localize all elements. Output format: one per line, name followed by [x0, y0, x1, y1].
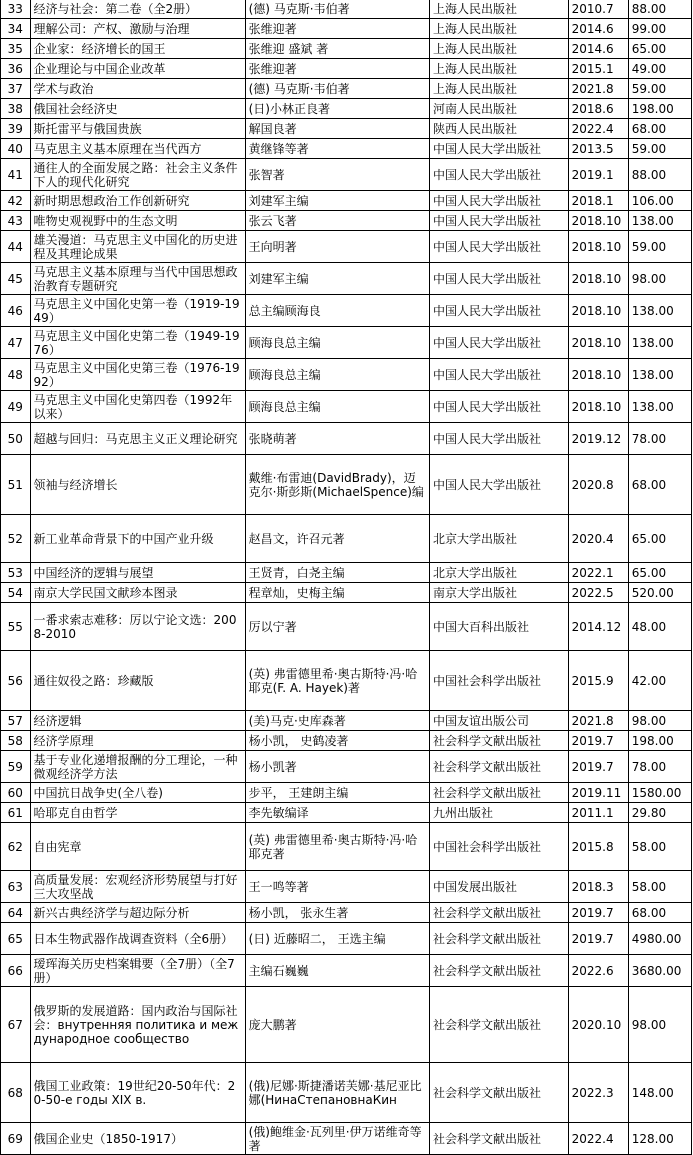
table-row [1, 455, 692, 515]
row-number: 42 [1, 191, 31, 211]
book-price: 58.00 [628, 871, 691, 903]
row-number: 50 [1, 423, 31, 455]
table-row [1, 231, 692, 263]
book-author: 张维迎 盛斌 著 [245, 39, 429, 59]
row-number: 62 [1, 823, 31, 871]
book-title: 俄国工业政策：19世纪20-50年代：20-50-е годы XIX в. [30, 1063, 245, 1123]
table-row [1, 79, 692, 99]
book-publisher: 社会科学文献出版社 [430, 1123, 569, 1155]
publish-date: 2014.6 [568, 39, 628, 59]
table-row [1, 955, 692, 987]
table-row [1, 359, 692, 391]
book-publisher: 北京大学出版社 [430, 563, 569, 583]
publish-date: 2021.8 [568, 711, 628, 731]
book-title: 中国经济的逻辑与展望 [30, 563, 245, 583]
table-row [1, 751, 692, 783]
book-table-body [1, 0, 692, 1155]
row-number: 39 [1, 119, 31, 139]
table-row [1, 159, 692, 191]
row-number: 67 [1, 987, 31, 1063]
book-title: 马克思主义基本原理在当代西方 [30, 139, 245, 159]
book-title: 高质量发展：宏观经济形势展望与打好三大攻坚战 [30, 871, 245, 903]
publish-date: 2020.8 [568, 455, 628, 515]
publish-date: 2013.5 [568, 139, 628, 159]
publish-date: 2020.10 [568, 987, 628, 1063]
book-author: (英) 弗雷德里希·奥古斯特·冯·哈耶克(F. A. Hayek)著 [245, 651, 429, 711]
table-row [1, 19, 692, 39]
book-author: (英) 弗雷德里希·奥古斯特·冯·哈耶克著 [245, 823, 429, 871]
row-number: 34 [1, 19, 31, 39]
publish-date: 2019.1 [568, 159, 628, 191]
book-author: 庞大鹏著 [245, 987, 429, 1063]
publish-date: 2018.3 [568, 871, 628, 903]
row-number: 43 [1, 211, 31, 231]
table-row [1, 515, 692, 563]
book-publisher: 中国人民大学出版社 [430, 231, 569, 263]
book-price: 78.00 [628, 423, 691, 455]
book-publisher: 九州出版社 [430, 803, 569, 823]
publish-date: 2019.7 [568, 731, 628, 751]
publish-date: 2018.10 [568, 359, 628, 391]
book-author: (德) 马克斯·韦伯著 [245, 79, 429, 99]
book-title: 自由宪章 [30, 823, 245, 871]
book-price: 48.00 [628, 603, 691, 651]
publish-date: 2022.6 [568, 955, 628, 987]
book-price: 68.00 [628, 903, 691, 923]
book-price: 59.00 [628, 79, 691, 99]
book-title: 斯托雷平与俄国贵族 [30, 119, 245, 139]
book-title: 经济逻辑 [30, 711, 245, 731]
table-row [1, 99, 692, 119]
publish-date: 2020.4 [568, 515, 628, 563]
book-author: 王一鸣等著 [245, 871, 429, 903]
publish-date: 2019.7 [568, 751, 628, 783]
row-number: 47 [1, 327, 31, 359]
book-publisher: 中国发展出版社 [430, 871, 569, 903]
row-number: 41 [1, 159, 31, 191]
book-author: 赵昌文，许召元著 [245, 515, 429, 563]
row-number: 35 [1, 39, 31, 59]
publish-date: 2018.10 [568, 231, 628, 263]
table-row [1, 139, 692, 159]
row-number: 69 [1, 1123, 31, 1155]
book-author: (俄)鲍维金·瓦列里·伊万诺维奇等著 [245, 1123, 429, 1155]
publish-date: 2018.10 [568, 327, 628, 359]
table-row [1, 823, 692, 871]
book-author: (美)马克·史库森著 [245, 711, 429, 731]
row-number: 44 [1, 231, 31, 263]
book-title: 理解公司：产权、激励与治理 [30, 19, 245, 39]
table-row [1, 783, 692, 803]
publish-date: 2021.8 [568, 79, 628, 99]
table-row [1, 583, 692, 603]
book-title: 新兴古典经济学与超边际分析 [30, 903, 245, 923]
publish-date: 2019.11 [568, 783, 628, 803]
book-title: 俄国社会经济史 [30, 99, 245, 119]
book-author: 刘建军主编 [245, 263, 429, 295]
publish-date: 2019.7 [568, 923, 628, 955]
book-price: 29.80 [628, 803, 691, 823]
book-author: (德) 马克斯·韦伯著 [245, 0, 429, 19]
row-number: 56 [1, 651, 31, 711]
book-title: 经济与社会：第二卷（全2册） [30, 0, 245, 19]
book-title: 经济学原理 [30, 731, 245, 751]
book-price: 59.00 [628, 231, 691, 263]
book-author: 张晓萌著 [245, 423, 429, 455]
publish-date: 2011.1 [568, 803, 628, 823]
publish-date: 2022.3 [568, 1063, 628, 1123]
table-row [1, 803, 692, 823]
book-price: 106.00 [628, 191, 691, 211]
book-publisher: 中国人民大学出版社 [430, 191, 569, 211]
book-publisher: 社会科学文献出版社 [430, 987, 569, 1063]
book-price: 138.00 [628, 211, 691, 231]
table-row [1, 191, 692, 211]
book-author: 解国良著 [245, 119, 429, 139]
book-title: 南京大学民国文献珍本图录 [30, 583, 245, 603]
book-author: (日) 近藤昭二， 王选主编 [245, 923, 429, 955]
book-title: 新工业革命背景下的中国产业升级 [30, 515, 245, 563]
row-number: 64 [1, 903, 31, 923]
book-title: 中国抗日战争史(全八卷) [30, 783, 245, 803]
row-number: 46 [1, 295, 31, 327]
row-number: 68 [1, 1063, 31, 1123]
row-number: 38 [1, 99, 31, 119]
book-author: (日)小林正良著 [245, 99, 429, 119]
table-row [1, 1063, 692, 1123]
book-price: 65.00 [628, 39, 691, 59]
table-row [1, 327, 692, 359]
book-author: 张云飞著 [245, 211, 429, 231]
book-title: 唯物史观视野中的生态文明 [30, 211, 245, 231]
book-price: 4980.00 [628, 923, 691, 955]
book-publisher: 北京大学出版社 [430, 515, 569, 563]
book-price: 198.00 [628, 731, 691, 751]
book-author: 步平， 王建朗主编 [245, 783, 429, 803]
table-row [1, 987, 692, 1063]
book-price: 138.00 [628, 327, 691, 359]
publish-date: 2015.9 [568, 651, 628, 711]
book-author: 李先敏编译 [245, 803, 429, 823]
book-price: 198.00 [628, 99, 691, 119]
book-price: 148.00 [628, 1063, 691, 1123]
row-number: 52 [1, 515, 31, 563]
book-author: 黄继锋等著 [245, 139, 429, 159]
book-author: 刘建军主编 [245, 191, 429, 211]
book-publisher: 社会科学文献出版社 [430, 731, 569, 751]
book-price: 42.00 [628, 651, 691, 711]
table-row [1, 423, 692, 455]
table-row [1, 1123, 692, 1155]
book-title: 企业家：经济增长的国王 [30, 39, 245, 59]
book-author: (俄)尼娜·斯捷潘诺芙娜·基尼亚比娜(НинаСтепановнаКин [245, 1063, 429, 1123]
book-title: 通往人的全面发展之路：社会主义条件下人的现代化研究 [30, 159, 245, 191]
book-publisher: 中国人民大学出版社 [430, 211, 569, 231]
table-row [1, 119, 692, 139]
book-price: 98.00 [628, 711, 691, 731]
row-number: 58 [1, 731, 31, 751]
row-number: 53 [1, 563, 31, 583]
publish-date: 2018.10 [568, 295, 628, 327]
book-publisher: 陕西人民出版社 [430, 119, 569, 139]
book-author: 杨小凯， 张永生著 [245, 903, 429, 923]
book-price: 65.00 [628, 515, 691, 563]
book-price: 99.00 [628, 19, 691, 39]
book-author: 张智著 [245, 159, 429, 191]
publish-date: 2010.7 [568, 0, 628, 19]
book-title: 瑷珲海关历史档案辑要（全7册）（全7册） [30, 955, 245, 987]
book-price: 138.00 [628, 391, 691, 423]
book-price: 59.00 [628, 139, 691, 159]
book-author: 王贤青，白尧主编 [245, 563, 429, 583]
book-title: 新时期思想政治工作创新研究 [30, 191, 245, 211]
book-publisher: 中国人民大学出版社 [430, 139, 569, 159]
book-author: 张维迎著 [245, 19, 429, 39]
table-row [1, 711, 692, 731]
publish-date: 2018.10 [568, 391, 628, 423]
row-number: 59 [1, 751, 31, 783]
row-number: 51 [1, 455, 31, 515]
book-publisher: 社会科学文献出版社 [430, 955, 569, 987]
book-price: 138.00 [628, 359, 691, 391]
table-row [1, 391, 692, 423]
book-title: 雄关漫道：马克思主义中国化的历史进程及其理论成果 [30, 231, 245, 263]
publish-date: 2018.6 [568, 99, 628, 119]
table-row [1, 295, 692, 327]
book-price: 98.00 [628, 263, 691, 295]
book-price: 88.00 [628, 159, 691, 191]
book-author: 主编石巍巍 [245, 955, 429, 987]
book-title: 马克思主义中国化史第三卷（1976-1992） [30, 359, 245, 391]
book-title: 学术与政治 [30, 79, 245, 99]
book-publisher: 中国人民大学出版社 [430, 359, 569, 391]
book-author: 总主编顾海良 [245, 295, 429, 327]
book-title: 一番求索志难移：厉以宁论文选：2008-2010 [30, 603, 245, 651]
book-title: 基于专业化递增报酬的分工理论，一种微观经济学方法 [30, 751, 245, 783]
book-publisher: 南京大学出版社 [430, 583, 569, 603]
book-author: 戴维·布雷迪(DavidBrady)，迈克尔·斯彭斯(MichaelSpence)编 [245, 455, 429, 515]
row-number: 37 [1, 79, 31, 99]
book-price: 58.00 [628, 823, 691, 871]
book-publisher: 上海人民出版社 [430, 79, 569, 99]
book-title: 马克思主义中国化史第四卷（1992年以来） [30, 391, 245, 423]
book-publisher: 中国友谊出版公司 [430, 711, 569, 731]
book-publisher: 中国人民大学出版社 [430, 423, 569, 455]
row-number: 55 [1, 603, 31, 651]
book-publisher: 中国人民大学出版社 [430, 391, 569, 423]
book-publisher: 上海人民出版社 [430, 59, 569, 79]
row-number: 45 [1, 263, 31, 295]
book-author: 厉以宁著 [245, 603, 429, 651]
book-title: 日本生物武器作战调查资料（全6册） [30, 923, 245, 955]
book-publisher: 河南人民出版社 [430, 99, 569, 119]
publish-date: 2018.10 [568, 211, 628, 231]
row-number: 61 [1, 803, 31, 823]
row-number: 54 [1, 583, 31, 603]
book-publisher: 中国人民大学出版社 [430, 327, 569, 359]
table-row [1, 871, 692, 903]
book-price: 68.00 [628, 119, 691, 139]
publish-date: 2022.1 [568, 563, 628, 583]
book-author: 杨小凯著 [245, 751, 429, 783]
book-title: 俄国企业史（1850-1917） [30, 1123, 245, 1155]
row-number: 48 [1, 359, 31, 391]
table-row [1, 59, 692, 79]
book-title: 通往奴役之路：珍藏版 [30, 651, 245, 711]
book-author: 顾海良总主编 [245, 359, 429, 391]
book-publisher: 中国人民大学出版社 [430, 295, 569, 327]
book-price: 98.00 [628, 987, 691, 1063]
table-row [1, 603, 692, 651]
publish-date: 2022.4 [568, 1123, 628, 1155]
publish-date: 2019.12 [568, 423, 628, 455]
book-author: 杨小凯， 史鹤凌著 [245, 731, 429, 751]
table-row [1, 39, 692, 59]
publish-date: 2015.1 [568, 59, 628, 79]
book-title: 领袖与经济增长 [30, 455, 245, 515]
book-publisher: 社会科学文献出版社 [430, 903, 569, 923]
book-author: 张维迎著 [245, 59, 429, 79]
book-publisher: 中国人民大学出版社 [430, 263, 569, 295]
row-number: 63 [1, 871, 31, 903]
book-publisher: 中国人民大学出版社 [430, 159, 569, 191]
book-price: 520.00 [628, 583, 691, 603]
book-title: 哈耶克自由哲学 [30, 803, 245, 823]
book-price: 1580.00 [628, 783, 691, 803]
table-row [1, 731, 692, 751]
book-author: 程章灿，史梅主编 [245, 583, 429, 603]
book-publisher: 社会科学文献出版社 [430, 783, 569, 803]
book-title: 超越与回归：马克思主义正义理论研究 [30, 423, 245, 455]
row-number: 65 [1, 923, 31, 955]
book-price: 138.00 [628, 295, 691, 327]
publish-date: 2014.12 [568, 603, 628, 651]
book-price: 128.00 [628, 1123, 691, 1155]
table-row [1, 263, 692, 295]
book-author: 顾海良总主编 [245, 327, 429, 359]
row-number: 57 [1, 711, 31, 731]
book-publisher: 中国大百科出版社 [430, 603, 569, 651]
table-row [1, 903, 692, 923]
book-publisher: 社会科学文献出版社 [430, 1063, 569, 1123]
book-publisher: 中国社会科学出版社 [430, 823, 569, 871]
book-author: 顾海良总主编 [245, 391, 429, 423]
book-publisher: 中国人民大学出版社 [430, 455, 569, 515]
row-number: 36 [1, 59, 31, 79]
publish-date: 2015.8 [568, 823, 628, 871]
table-row [1, 211, 692, 231]
book-publisher: 社会科学文献出版社 [430, 923, 569, 955]
row-number: 49 [1, 391, 31, 423]
table-row [1, 563, 692, 583]
book-price: 88.00 [628, 0, 691, 19]
book-publisher: 上海人民出版社 [430, 19, 569, 39]
publish-date: 2019.7 [568, 903, 628, 923]
publish-date: 2022.5 [568, 583, 628, 603]
book-title: 马克思主义中国化史第二卷（1949-1976） [30, 327, 245, 359]
publish-date: 2014.6 [568, 19, 628, 39]
table-row [1, 0, 692, 19]
book-title: 俄罗斯的发展道路：国内政治与国际社会：внутренняя политика и международное сообщество [30, 987, 245, 1063]
book-price: 3680.00 [628, 955, 691, 987]
book-publisher: 社会科学文献出版社 [430, 751, 569, 783]
book-title: 企业理论与中国企业改革 [30, 59, 245, 79]
publish-date: 2018.1 [568, 191, 628, 211]
book-publisher: 中国社会科学出版社 [430, 651, 569, 711]
publish-date: 2022.4 [568, 119, 628, 139]
book-publisher: 上海人民出版社 [430, 39, 569, 59]
publish-date: 2018.10 [568, 263, 628, 295]
book-price: 65.00 [628, 563, 691, 583]
book-publisher: 上海人民出版社 [430, 0, 569, 19]
book-author: 王向明著 [245, 231, 429, 263]
row-number: 60 [1, 783, 31, 803]
book-title: 马克思主义基本原理与当代中国思想政治教育专题研究 [30, 263, 245, 295]
book-title: 马克思主义中国化史第一卷（1919-1949） [30, 295, 245, 327]
row-number: 40 [1, 139, 31, 159]
row-number: 66 [1, 955, 31, 987]
book-price: 49.00 [628, 59, 691, 79]
row-number: 33 [1, 0, 31, 19]
book-price: 78.00 [628, 751, 691, 783]
table-row [1, 651, 692, 711]
book-price: 68.00 [628, 455, 691, 515]
table-row [1, 923, 692, 955]
